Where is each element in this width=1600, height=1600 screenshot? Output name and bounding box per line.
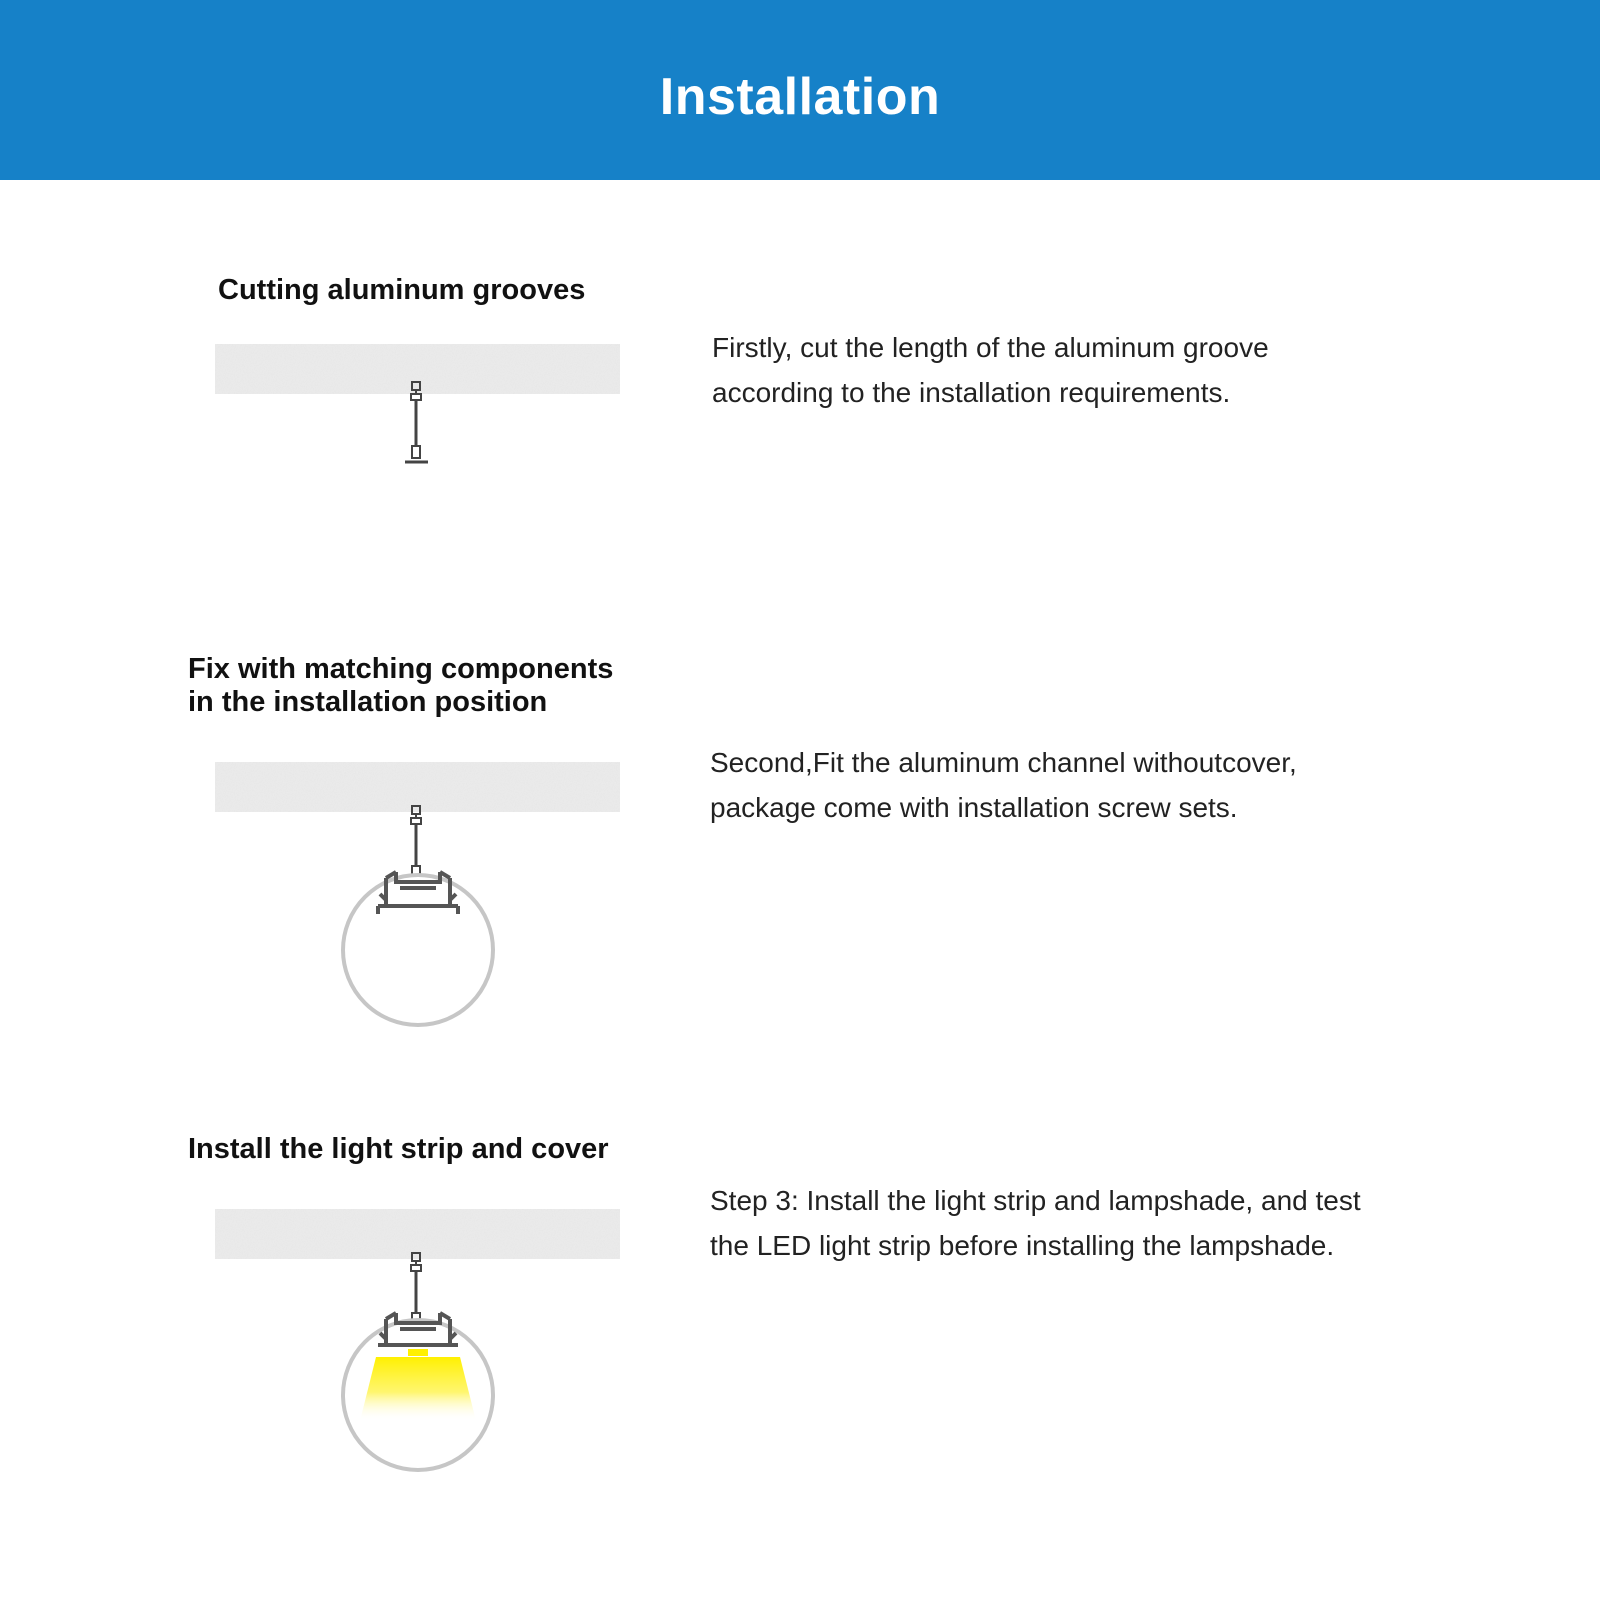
suspension-cable-icon (411, 1253, 421, 1325)
page-title: Installation (659, 68, 941, 126)
led-strip-icon (408, 1349, 428, 1356)
round-diffuser-ring (343, 875, 493, 1025)
step-2-illustration (200, 758, 620, 1038)
step-1-illustration (200, 340, 620, 480)
step-1-description (712, 325, 1472, 415)
ceiling-panel (215, 344, 620, 394)
step-3-description-line: the LED light strip before installing the lampshade. (710, 1230, 1335, 1261)
step-1-title-line: Cutting aluminum grooves (218, 274, 586, 306)
step-3-title (188, 1133, 609, 1166)
step-1-title (218, 274, 585, 307)
step-1-description-line: Firstly, cut the length of the aluminum groove (712, 332, 1269, 363)
step-2-description-line: package come with installation screw sets. (710, 792, 1238, 823)
step-3-illustration (200, 1205, 620, 1485)
step-3-title-line: Install the light strip and cover (188, 1133, 609, 1165)
step-2-title-line: Fix with matching components (188, 653, 614, 685)
ceiling-panel (215, 1209, 620, 1259)
step-2-title-line: in the installation position (188, 686, 548, 718)
ceiling-panel (215, 762, 620, 812)
step-1-description-line: according to the installation requirements. (712, 377, 1231, 408)
step-2-description-line: Second,Fit the aluminum channel withoutcover, (710, 747, 1297, 778)
step-2-description (710, 740, 1470, 830)
step-3-description (710, 1178, 1470, 1268)
header-banner (0, 0, 1600, 180)
step-3-description-line: Step 3: Install the light strip and lampshade, and test (710, 1185, 1361, 1216)
light-beam-icon (360, 1357, 476, 1421)
step-2-title (188, 653, 613, 719)
suspension-cable-icon (411, 806, 421, 878)
